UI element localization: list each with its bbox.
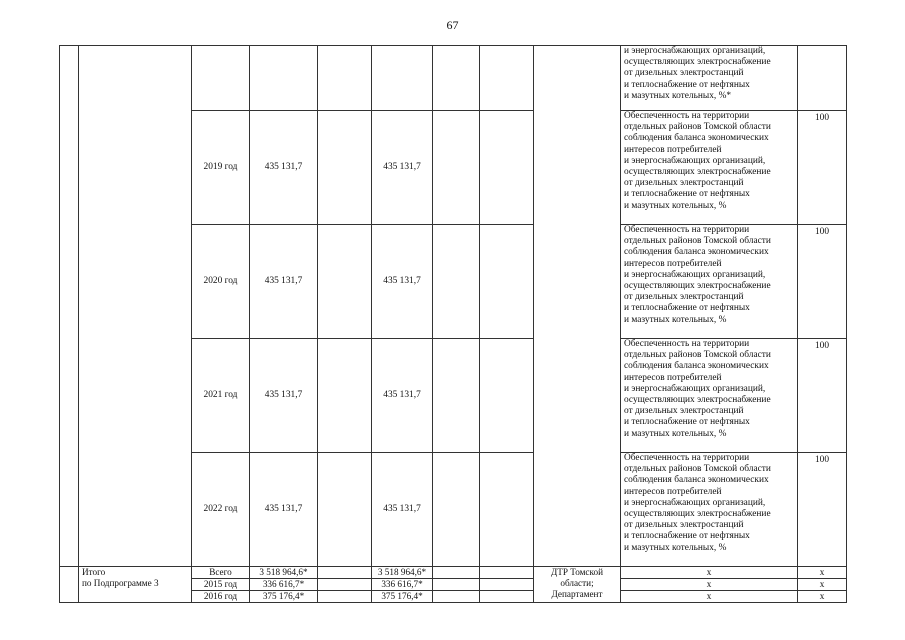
indicator-value: 100 — [798, 453, 847, 567]
total-cell: 435 131,7 — [250, 453, 318, 567]
indicator-cell: Обеспеченность на территории отдельных районов Томской области соблюдения баланса экономических интересов потребителей и энергоснабжающих организаций, осуществляющих электроснабжение от дизельных электростанций и теплоснабжение от нефтяных и мазутных котельных, % — [621, 339, 798, 453]
budget-cell: 435 131,7 — [372, 339, 433, 453]
totals-row — [60, 567, 847, 579]
x-cell: х — [621, 567, 798, 579]
table-row — [60, 46, 847, 111]
year-cell: 2019 год — [192, 111, 250, 225]
indicator-value: 100 — [798, 225, 847, 339]
total-cell: 3 518 964,6* — [250, 567, 318, 579]
indicator-cell: Обеспеченность на территории отдельных районов Томской области соблюдения баланса экономических интересов потребителей и энергоснабжающих организаций, осуществляющих электроснабжение от дизельных электростанций и теплоснабжение от нефтяных и мазутных котельных, % — [621, 453, 798, 567]
total-cell: 435 131,7 — [250, 225, 318, 339]
indicator-value: 100 — [798, 339, 847, 453]
program-table — [59, 45, 847, 603]
x-cell: х — [798, 567, 847, 579]
total-cell: 435 131,7 — [250, 339, 318, 453]
period-cell: Всего — [192, 567, 250, 579]
responsible-cell: ДТР Томской области; Департамент — [534, 567, 621, 603]
total-cell: 375 176,4* — [250, 591, 318, 603]
x-cell: х — [621, 591, 798, 603]
budget-cell: 435 131,7 — [372, 453, 433, 567]
page-number: 67 — [446, 18, 459, 32]
x-cell: х — [798, 591, 847, 603]
period-cell: 2016 год — [192, 591, 250, 603]
budget-cell: 435 131,7 — [372, 111, 433, 225]
budget-cell: 435 131,7 — [372, 225, 433, 339]
indicator-value: 100 — [798, 111, 847, 225]
year-cell: 2022 год — [192, 453, 250, 567]
indicator-cell: Обеспеченность на территории отдельных районов Томской области соблюдения баланса экономических интересов потребителей и энергоснабжающих организаций, осуществляющих электроснабжение от дизельных электростанций и теплоснабжение от нефтяных и мазутных котельных, % — [621, 225, 798, 339]
totals-label: Итого по Подпрограмме 3 — [79, 567, 192, 603]
budget-cell: 375 176,4* — [372, 591, 433, 603]
indicator-cell: Обеспеченность на территории отдельных районов Томской области соблюдения баланса экономических интересов потребителей и энергоснабжающих организаций, осуществляющих электроснабжение от дизельных электростанций и теплоснабжение от нефтяных и мазутных котельных, % — [621, 111, 798, 225]
indicator-cell: и энергоснабжающих организаций, осуществляющих электроснабжение от дизельных электростанций и теплоснабжение от нефтяных и мазутных котельных, %* — [621, 46, 798, 111]
total-cell: 336 616,7* — [250, 579, 318, 591]
period-cell: 2015 год — [192, 579, 250, 591]
year-cell: 2021 год — [192, 339, 250, 453]
total-cell: 435 131,7 — [250, 111, 318, 225]
x-cell: х — [798, 579, 847, 591]
x-cell: х — [621, 579, 798, 591]
budget-cell: 336 616,7* — [372, 579, 433, 591]
year-cell: 2020 год — [192, 225, 250, 339]
budget-cell: 3 518 964,6* — [372, 567, 433, 579]
